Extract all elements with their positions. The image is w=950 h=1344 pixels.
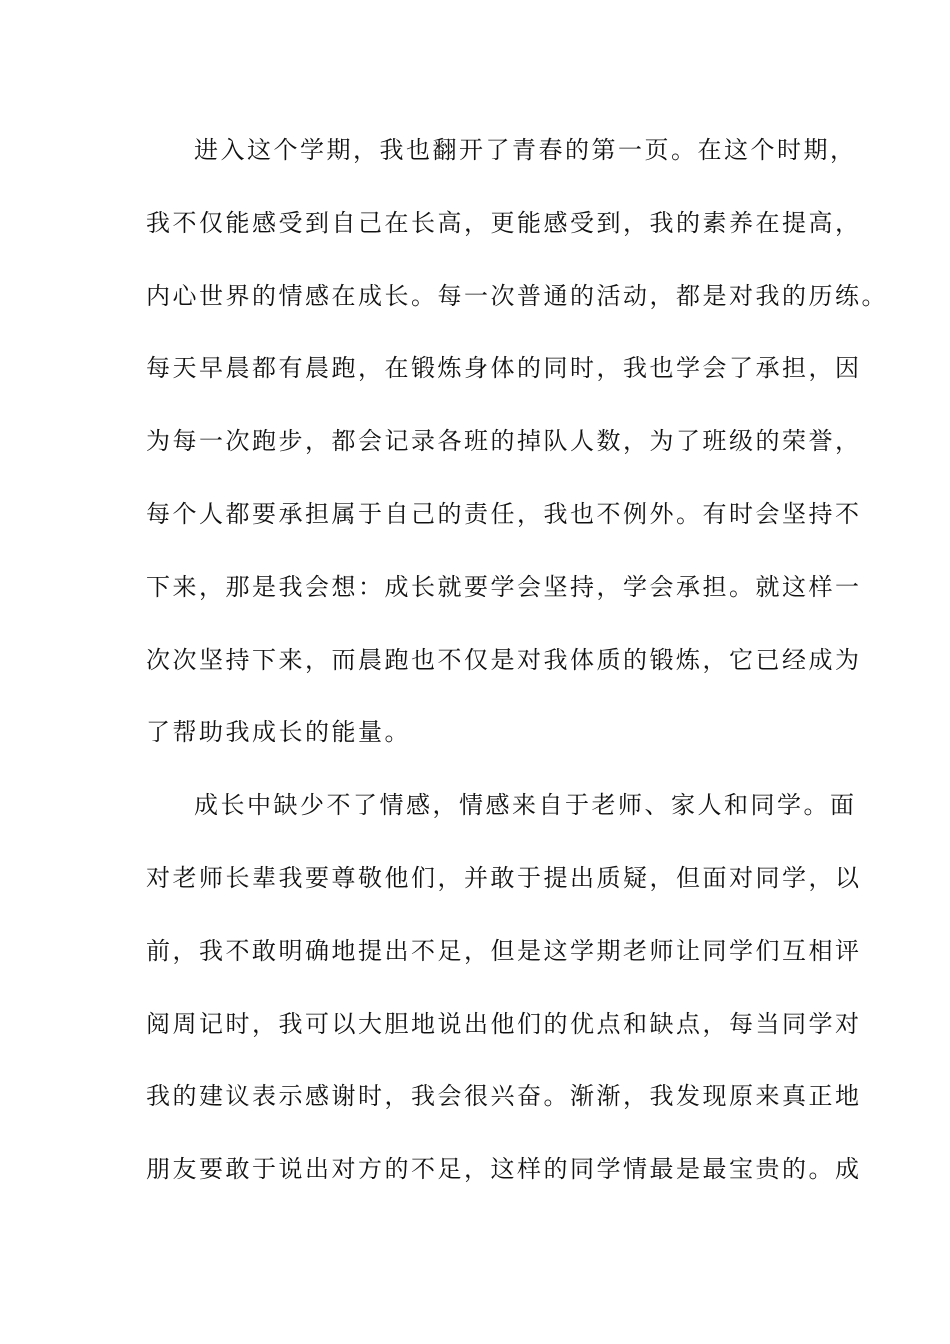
text-line-3: 内心世界的情感在成长。每一次普通的活动，都是对我的历练。 bbox=[146, 281, 888, 310]
text-line-8: 次次坚持下来，而晨跑也不仅是对我体质的锻炼，它已经成为 bbox=[146, 645, 862, 674]
text-line-4: 每天早晨都有晨跑，在锻炼身体的同时，我也学会了承担，因 bbox=[146, 354, 862, 383]
text-line-12: 前，我不敢明确地提出不足，但是这学期老师让同学们互相评 bbox=[146, 936, 862, 965]
text-line-6: 每个人都要承担属于自己的责任，我也不例外。有时会坚持不 bbox=[146, 499, 862, 528]
text-line-7: 下来，那是我会想：成长就要学会坚持，学会承担。就这样一 bbox=[146, 572, 862, 601]
text-line-13: 阅周记时，我可以大胆地说出他们的优点和缺点，每当同学对 bbox=[146, 1009, 862, 1038]
text-line-2: 我不仅能感受到自己在长高，更能感受到，我的素养在提高， bbox=[146, 208, 862, 237]
essay-body bbox=[146, 130, 888, 1222]
text-line-15: 朋友要敢于说出对方的不足，这样的同学情最是最宝贵的。成 bbox=[146, 1155, 862, 1184]
text-line-14: 我的建议表示感谢时，我会很兴奋。渐渐，我发现原来真正地 bbox=[146, 1082, 862, 1111]
text-line-11: 对老师长辈我要尊敬他们，并敢于提出质疑，但面对同学，以 bbox=[146, 863, 862, 892]
text-line-5: 为每一次跑步，都会记录各班的掉队人数，为了班级的荣誉， bbox=[146, 427, 862, 456]
text-line-1: 进入这个学期，我也翻开了青春的第一页。在这个时期， bbox=[194, 136, 857, 164]
text-line-10: 成长中缺少不了情感，情感来自于老师、家人和同学。面 bbox=[194, 791, 857, 820]
text-line-9: 了帮助我成长的能量。 bbox=[146, 718, 411, 747]
